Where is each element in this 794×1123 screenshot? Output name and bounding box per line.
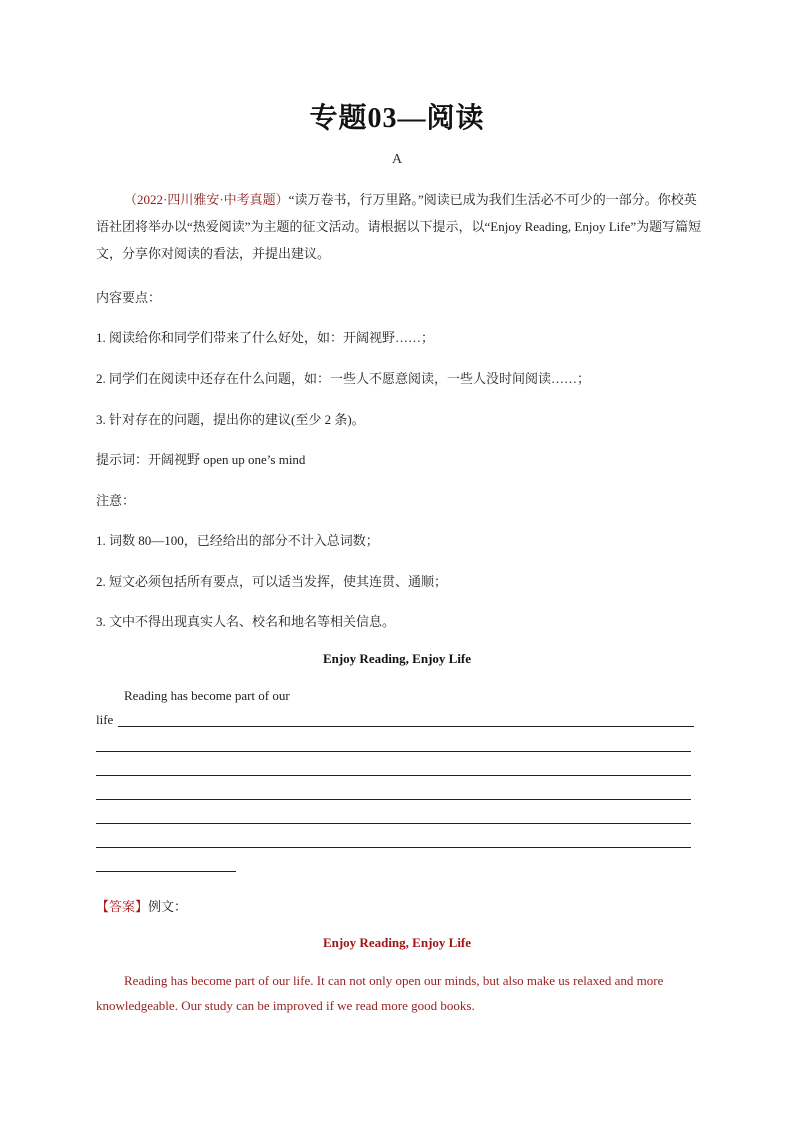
note-item: 1. 词数 80—100，已经给出的部分不计入总词数；	[96, 533, 379, 548]
section-letter: A	[391, 152, 403, 167]
writing-title: Enjoy Reading, Enjoy Life	[322, 651, 472, 666]
writing-starter-line2: life	[96, 712, 114, 727]
answer-blank-line[interactable]	[96, 751, 691, 752]
answer-blank-line[interactable]	[118, 726, 694, 727]
answer-essay: Reading has become part of our life. It can not only open our minds, but also make us relaxed and more knowledgeable. Our study can be improved if we read more good books.	[96, 973, 664, 1013]
content-points-heading: 内容要点：	[96, 290, 162, 305]
answer-blank-line[interactable]	[96, 847, 691, 848]
note-item: 2. 短文必须包括所有要点，可以适当发挥，使其连贯、通顺；	[96, 574, 448, 589]
answer-essay-title: Enjoy Reading, Enjoy Life	[322, 935, 472, 950]
notes-heading: 注意：	[96, 493, 136, 508]
writing-starter-line1: Reading has become part of our	[124, 688, 290, 703]
content-point-item: 1. 阅读给你和同学们带来了什么好处，如：开阔视野……；	[96, 330, 435, 345]
note-item: 3. 文中不得出现真实人名、校名和地名等相关信息。	[96, 614, 396, 629]
answer-blank-line[interactable]	[96, 823, 691, 824]
content-point-item: 3. 针对存在的问题，提出你的建议(至少 2 条)。	[96, 412, 365, 427]
intro-paragraph	[96, 186, 708, 267]
answer-heading	[96, 896, 187, 915]
source-citation: （2022·四川雅安·中考真题）	[124, 192, 289, 207]
hint-words: 提示词：开阔视野 open up one’s mind	[96, 452, 306, 467]
answer-label: 例文：	[148, 899, 188, 914]
answer-blank-line[interactable]	[96, 871, 236, 872]
intro-text: “读万卷书，行万里路。”阅读已成为我们生活必不可少的一部分。你校英语社团将举办以“热爱阅读”为主题的征文活动。请根据以下提示，以“Enjoy Reading, Enjoy Life”为题写篇短文，分享你对阅读的看法，并提出建议。	[96, 192, 702, 261]
answer-blank-line[interactable]	[96, 775, 691, 776]
content-point-item: 2. 同学们在阅读中还存在什么问题，如：一些人不愿意阅读，一些人没时间阅读……；	[96, 371, 591, 386]
answer-blank-line[interactable]	[96, 799, 691, 800]
answer-tag: 【答案】	[96, 899, 149, 914]
page-title: 专题03—阅读	[309, 103, 485, 134]
